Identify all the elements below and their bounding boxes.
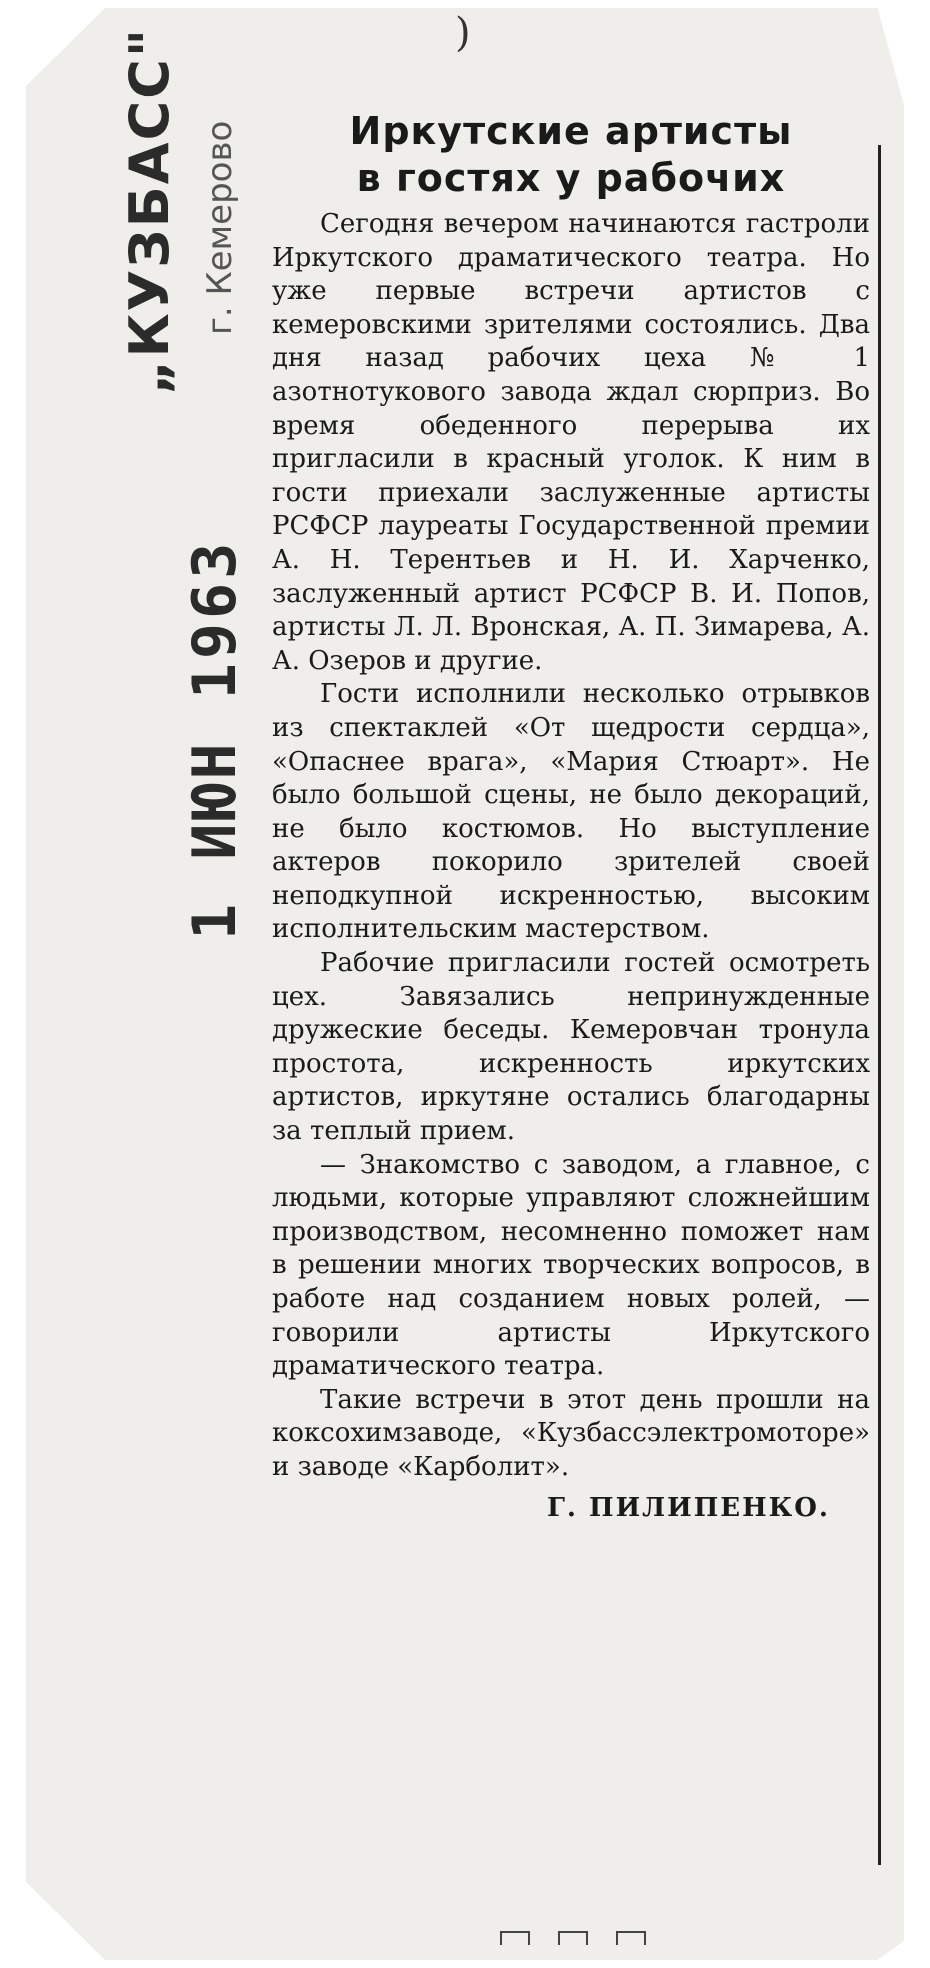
date-stamp: 1 ИЮН 1963 xyxy=(180,538,250,940)
ink-mark: ) xyxy=(455,10,471,56)
column-rule xyxy=(878,145,881,1865)
paragraph: Рабочие пригласили гостей осмотреть цех. Завязались непринужденные дружеские беседы. Кемеровчан тронула простота, искренность иркутских артистов, иркутяне остались благодарны за теплый прием. xyxy=(272,948,870,1147)
paragraph: Сегодня вечером начинаются гастроли Иркутского драматического театра. Но уже первые встречи артистов с кемеровскими зрителями состоялись. Два дня назад рабочих цеха № 1 азотнотукового завода ждал сюрприз. Во время обеденного перерыва их пригласили в красный уголок. К ним в гости приехали заслуженные артисты РСФСР лауреаты Государственной премии А. Н. Терентьев и Н. И. Харченко, заслуженный артист РСФСР В. И. Попов, артисты Л. Л. Вронская, А. П. Зимарева, А. А. Озеров и другие. xyxy=(272,209,870,676)
headline-line-1: Иркутские артисты xyxy=(349,109,793,153)
author-signature: Г. ПИЛИПЕНКО. xyxy=(546,1492,830,1523)
paragraph: Такие встречи в этот день прошли на коксохимзаводе, «Кузбассэлектромоторе» и заводе «Карболит». xyxy=(272,1384,870,1482)
article-body xyxy=(272,208,870,1485)
article xyxy=(272,108,870,1523)
paragraph: Гости исполнили несколько отрывков из спектаклей «От щедрости сердца», «Опаснее врага», «Мария Стюарт». Не было большой сцены, не было декораций, не было костюмов. Но выступление актеров покорило зрителей своей неподкупной искренностью, высоким исполнительским мастерством. xyxy=(272,679,870,945)
paragraph: — Знакомство с заводом, а главное, с людьми, которые управляют сложнейшим производством, несомненно поможет нам в решении многих творческих вопросов, в работе над созданием новых ролей, — говорили артисты Иркутского драматического театра. xyxy=(272,1149,870,1382)
newspaper-name: „КУЗБАСС" xyxy=(118,27,181,395)
bottom-ornament xyxy=(500,1930,680,1950)
ornament-mark xyxy=(616,1931,646,1945)
ornament-mark xyxy=(500,1931,530,1945)
ornament-mark xyxy=(558,1931,588,1945)
headline xyxy=(272,108,870,202)
headline-line-2: в гостях у рабочих xyxy=(356,156,786,200)
city-name: г. Кемерово xyxy=(200,120,240,335)
